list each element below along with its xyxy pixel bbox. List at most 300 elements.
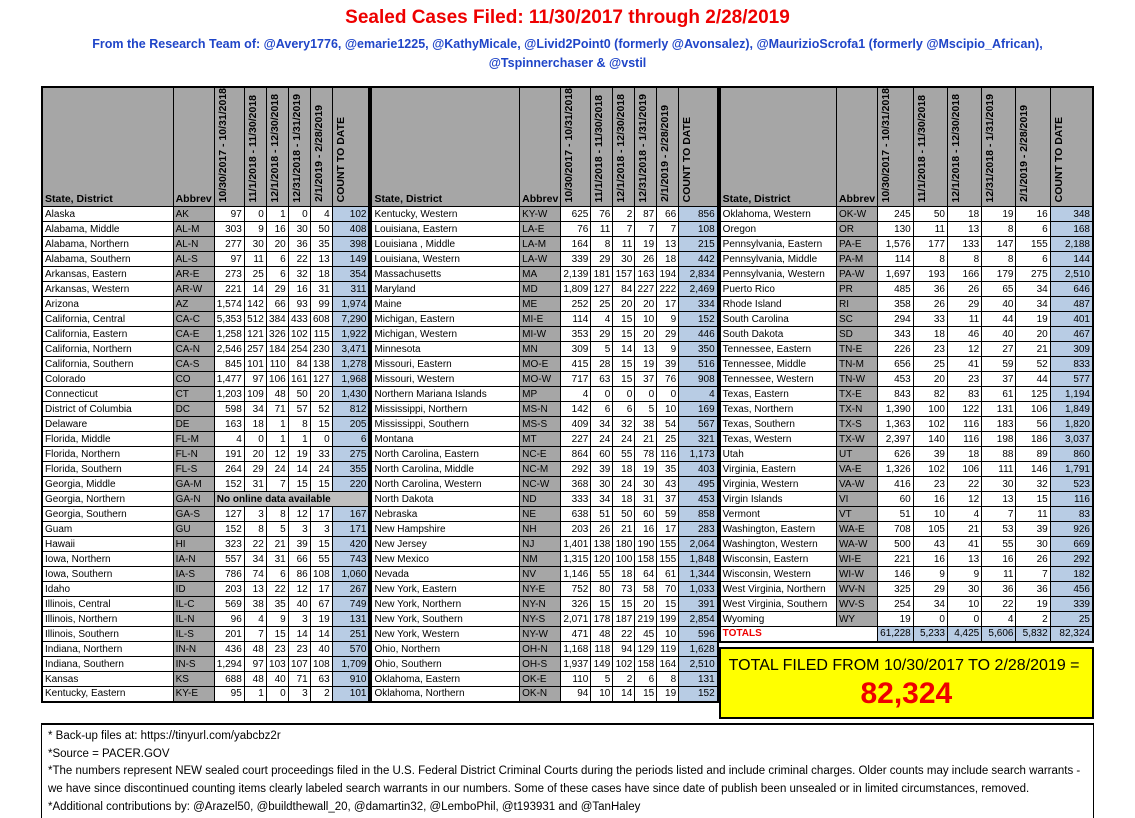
period-count-cell: 8 <box>982 252 1016 267</box>
period-count-cell: 15 <box>310 417 332 432</box>
period-count-cell: 0 <box>657 387 679 402</box>
state-district-cell: California, Central <box>42 312 173 327</box>
period-count-cell: 39 <box>288 537 310 552</box>
period-count-cell: 27 <box>982 342 1016 357</box>
period-count-cell: 116 <box>947 417 981 432</box>
table-row <box>371 267 717 282</box>
period-count-cell: 105 <box>913 522 947 537</box>
abbrev-cell: TN-W <box>836 372 877 387</box>
state-district-cell: Oklahoma, Eastern <box>371 672 519 687</box>
state-district-cell: Alabama, Middle <box>42 222 173 237</box>
period-count-cell: 32 <box>288 267 310 282</box>
period-count-cell: 221 <box>214 282 244 297</box>
count-to-date-cell: 267 <box>332 582 369 597</box>
col-header-period-4 <box>288 87 310 207</box>
period-count-cell: 82 <box>913 387 947 402</box>
period-count-cell: 41 <box>947 357 981 372</box>
table-row <box>720 282 1093 297</box>
period-count-cell: 20 <box>613 297 635 312</box>
abbrev-cell: PA-M <box>836 252 877 267</box>
period-count-cell: 15 <box>613 357 635 372</box>
table-row <box>720 432 1093 447</box>
period-count-cell: 14 <box>288 627 310 642</box>
period-count-cell: 127 <box>591 282 613 297</box>
grand-total-label: TOTAL FILED FROM 10/30/2017 TO 2/28/2019 = <box>728 656 1080 674</box>
period-count-cell: 4 <box>310 207 332 222</box>
period-count-cell: 219 <box>635 612 657 627</box>
period-count-cell: 22 <box>947 477 981 492</box>
header-row <box>720 87 1093 207</box>
period-count-cell: 7 <box>266 477 288 492</box>
period-count-cell: 108 <box>310 657 332 672</box>
state-district-cell: Tennessee, Eastern <box>720 342 837 357</box>
period-count-cell: 45 <box>635 627 657 642</box>
state-district-cell: South Dakota <box>720 327 837 342</box>
table-row <box>371 417 717 432</box>
period-label: 11/1/2018 - 11/30/2018 <box>246 94 259 203</box>
period-count-cell: 18 <box>947 447 981 462</box>
count-to-date-cell: 171 <box>332 522 369 537</box>
abbrev-cell: NY-N <box>520 597 561 612</box>
table-row <box>720 522 1093 537</box>
period-count-cell: 415 <box>561 357 591 372</box>
table-row <box>720 507 1093 522</box>
period-count-cell: 63 <box>310 672 332 687</box>
state-district-cell: Ohio, Northern <box>371 642 519 657</box>
period-count-cell: 138 <box>591 537 613 552</box>
period-count-cell: 264 <box>214 462 244 477</box>
period-count-cell: 191 <box>214 447 244 462</box>
period-count-cell: 94 <box>613 642 635 657</box>
table-row <box>371 567 717 582</box>
period-count-cell: 20 <box>635 297 657 312</box>
period-label: 12/1/2018 - 12/30/2018 <box>615 93 628 203</box>
period-label: 10/30/2017 - 10/31/2018 <box>880 87 893 203</box>
count-to-date-cell: 1,791 <box>1050 462 1093 477</box>
period-count-cell: 93 <box>288 297 310 312</box>
period-count-cell: 14 <box>244 282 266 297</box>
period-count-cell: 14 <box>310 627 332 642</box>
period-count-cell: 1,401 <box>561 537 591 552</box>
period-count-cell: 114 <box>561 312 591 327</box>
table-row <box>42 612 369 627</box>
period-count-cell: 106 <box>1016 402 1050 417</box>
table-row <box>42 357 369 372</box>
abbrev-cell: PA-E <box>836 237 877 252</box>
cases-table-left <box>41 86 370 703</box>
col-header-period-4 <box>635 87 657 207</box>
period-count-cell: 146 <box>1016 462 1050 477</box>
state-district-cell: North Carolina, Eastern <box>371 447 519 462</box>
period-count-cell: 29 <box>657 327 679 342</box>
period-count-cell: 257 <box>244 342 266 357</box>
period-count-cell: 500 <box>878 537 914 552</box>
table-row <box>720 372 1093 387</box>
period-count-cell: 166 <box>947 267 981 282</box>
abbrev-cell: CT <box>173 387 214 402</box>
state-district-cell: California, Southern <box>42 357 173 372</box>
period-count-cell: 13 <box>657 237 679 252</box>
period-count-cell: 21 <box>1016 342 1050 357</box>
period-count-cell: 60 <box>635 507 657 522</box>
cases-table-right <box>719 86 1094 643</box>
period-count-cell: 5 <box>266 522 288 537</box>
period-count-cell: 13 <box>635 342 657 357</box>
table-row <box>371 522 717 537</box>
period-count-cell: 84 <box>613 282 635 297</box>
period-count-cell: 0 <box>613 387 635 402</box>
period-count-cell: 10 <box>635 312 657 327</box>
period-count-cell: 18 <box>613 492 635 507</box>
state-district-cell: Delaware <box>42 417 173 432</box>
period-count-cell: 16 <box>635 522 657 537</box>
abbrev-cell: WY <box>836 612 877 627</box>
table-row <box>720 552 1093 567</box>
table-row <box>371 297 717 312</box>
period-count-cell: 384 <box>266 312 288 327</box>
abbrev-cell: AL-N <box>173 237 214 252</box>
period-count-cell: 187 <box>613 612 635 627</box>
table-row <box>42 447 369 462</box>
period-count-cell: 34 <box>591 492 613 507</box>
subtitle <box>0 35 1135 74</box>
abbrev-cell: NJ <box>520 537 561 552</box>
period-count-cell: 66 <box>266 297 288 312</box>
table-row <box>42 657 369 672</box>
period-count-cell: 1,697 <box>878 267 914 282</box>
totals-row <box>720 627 1093 642</box>
table-row <box>720 237 1093 252</box>
period-count-cell: 30 <box>613 252 635 267</box>
period-count-cell: 0 <box>288 207 310 222</box>
count-to-date-cell: 523 <box>1050 477 1093 492</box>
period-count-cell: 608 <box>310 312 332 327</box>
count-to-date-cell: 101 <box>332 687 369 702</box>
table-row <box>371 207 717 222</box>
abbrev-cell: CA-E <box>173 327 214 342</box>
period-count-cell: 625 <box>561 207 591 222</box>
period-count-cell: 12 <box>288 507 310 522</box>
period-count-cell: 11 <box>613 237 635 252</box>
abbrev-cell: NC-M <box>520 462 561 477</box>
col-header-state-district: State, District <box>371 87 519 207</box>
period-count-cell: 21 <box>635 432 657 447</box>
period-count-cell: 843 <box>878 387 914 402</box>
state-district-cell: California, Northern <box>42 342 173 357</box>
period-count-cell: 44 <box>1016 372 1050 387</box>
period-count-cell: 37 <box>982 372 1016 387</box>
count-to-date-cell: 456 <box>1050 582 1093 597</box>
abbrev-cell: IL-N <box>173 612 214 627</box>
state-district-cell: Mississippi, Northern <box>371 402 519 417</box>
abbrev-cell: UT <box>836 447 877 462</box>
period-count-cell: 23 <box>947 372 981 387</box>
period-count-cell: 358 <box>878 297 914 312</box>
table-row <box>42 687 369 702</box>
table-row <box>42 567 369 582</box>
period-count-cell: 277 <box>214 237 244 252</box>
count-to-date-cell: 182 <box>1050 567 1093 582</box>
state-district-cell: Alabama, Northern <box>42 237 173 252</box>
period-count-cell: 179 <box>982 267 1016 282</box>
period-count-cell: 111 <box>982 462 1016 477</box>
table-row <box>371 222 717 237</box>
period-count-cell: 2,546 <box>214 342 244 357</box>
period-count-cell: 864 <box>561 447 591 462</box>
period-count-cell: 19 <box>657 687 679 702</box>
table-row <box>42 372 369 387</box>
period-count-cell: 368 <box>561 477 591 492</box>
period-count-cell: 16 <box>913 492 947 507</box>
period-count-cell: 23 <box>288 642 310 657</box>
count-to-date-cell: 743 <box>332 552 369 567</box>
period-count-cell: 178 <box>591 612 613 627</box>
period-label: 10/30/2017 - 10/31/2018 <box>563 87 576 203</box>
period-count-cell: 19 <box>310 612 332 627</box>
period-count-cell: 32 <box>613 417 635 432</box>
period-count-cell: 15 <box>310 537 332 552</box>
table-row <box>42 222 369 237</box>
period-count-cell: 149 <box>591 657 613 672</box>
count-to-date-cell: 858 <box>679 507 718 522</box>
period-count-cell: 14 <box>613 687 635 702</box>
state-district-cell: New Jersey <box>371 537 519 552</box>
period-count-cell: 6 <box>266 252 288 267</box>
abbrev-cell: MN <box>520 342 561 357</box>
abbrev-cell: MO-W <box>520 372 561 387</box>
period-count-cell: 65 <box>982 282 1016 297</box>
period-count-cell: 142 <box>244 297 266 312</box>
period-count-cell: 131 <box>982 402 1016 417</box>
period-count-cell: 15 <box>310 477 332 492</box>
table-row <box>371 552 717 567</box>
footnote-source: *Source = PACER.GOV <box>48 747 170 760</box>
table-row <box>42 267 369 282</box>
period-count-cell: 30 <box>591 477 613 492</box>
state-district-cell: New York, Western <box>371 627 519 642</box>
state-district-cell: New York, Southern <box>371 612 519 627</box>
period-count-cell: 8 <box>982 222 1016 237</box>
period-count-cell: 127 <box>310 372 332 387</box>
state-district-cell: Indiana, Southern <box>42 657 173 672</box>
period-count-cell: 61 <box>657 567 679 582</box>
period-count-cell: 130 <box>878 222 914 237</box>
count-to-date-cell: 168 <box>1050 222 1093 237</box>
period-count-cell: 55 <box>613 447 635 462</box>
period-count-cell: 180 <box>613 537 635 552</box>
table-row <box>720 402 1093 417</box>
period-count-cell: 325 <box>878 582 914 597</box>
tables-container <box>41 86 1094 719</box>
period-count-cell: 48 <box>244 672 266 687</box>
count-to-date-cell: 25 <box>1050 612 1093 627</box>
count-to-date-cell: 467 <box>1050 327 1093 342</box>
period-count-cell: 102 <box>913 417 947 432</box>
period-count-cell: 15 <box>635 687 657 702</box>
table-row <box>720 447 1093 462</box>
period-count-cell: 0 <box>635 387 657 402</box>
table-body <box>42 207 369 702</box>
period-count-cell: 43 <box>913 537 947 552</box>
col-header-period-5 <box>1016 87 1050 207</box>
period-count-cell: 48 <box>244 642 266 657</box>
count-to-date-cell: 908 <box>679 372 718 387</box>
period-count-cell: 108 <box>310 567 332 582</box>
table-row <box>371 447 717 462</box>
period-count-cell: 40 <box>982 297 1016 312</box>
period-count-cell: 31 <box>244 477 266 492</box>
period-count-cell: 33 <box>913 312 947 327</box>
period-count-cell: 40 <box>982 327 1016 342</box>
period-count-cell: 152 <box>214 522 244 537</box>
period-count-cell: 29 <box>244 462 266 477</box>
period-count-cell: 203 <box>561 522 591 537</box>
period-count-cell: 21 <box>947 522 981 537</box>
table-row <box>42 537 369 552</box>
no-data-note-cell: No online data available <box>214 492 369 507</box>
period-count-cell: 18 <box>657 252 679 267</box>
state-district-cell: Arizona <box>42 297 173 312</box>
period-count-cell: 15 <box>266 627 288 642</box>
period-count-cell: 94 <box>561 687 591 702</box>
state-district-cell: Michigan, Western <box>371 327 519 342</box>
period-count-cell: 158 <box>635 657 657 672</box>
period-count-cell: 6 <box>613 402 635 417</box>
count-to-date-cell: 1,820 <box>1050 417 1093 432</box>
state-district-cell: Maryland <box>371 282 519 297</box>
period-count-cell: 15 <box>613 597 635 612</box>
period-count-cell: 2,139 <box>561 267 591 282</box>
period-count-cell: 101 <box>244 357 266 372</box>
table-row <box>720 417 1093 432</box>
table-row <box>720 342 1093 357</box>
state-district-cell: Nebraska <box>371 507 519 522</box>
state-district-cell: Georgia, Southern <box>42 507 173 522</box>
count-to-date-cell: 1,628 <box>679 642 718 657</box>
abbrev-cell: IN-N <box>173 642 214 657</box>
state-district-cell: Montana <box>371 432 519 447</box>
period-count-cell: 13 <box>947 222 981 237</box>
period-count-cell: 30 <box>288 222 310 237</box>
period-count-cell: 326 <box>266 327 288 342</box>
state-district-cell: West Virginia, Northern <box>720 582 837 597</box>
count-to-date-cell: 487 <box>1050 297 1093 312</box>
period-count-cell: 15 <box>1016 492 1050 507</box>
period-count-cell: 24 <box>591 432 613 447</box>
table-row <box>42 402 369 417</box>
count-to-date-cell: 149 <box>332 252 369 267</box>
table-row <box>720 267 1093 282</box>
period-count-cell: 6 <box>266 267 288 282</box>
count-to-date-cell: 516 <box>679 357 718 372</box>
period-count-cell: 2 <box>613 672 635 687</box>
period-count-cell: 121 <box>244 327 266 342</box>
count-to-date-cell: 152 <box>679 312 718 327</box>
table-row <box>371 462 717 477</box>
state-district-cell: Virgin Islands <box>720 492 837 507</box>
period-count-cell: 626 <box>878 447 914 462</box>
abbrev-cell: NC-W <box>520 477 561 492</box>
period-count-cell: 22 <box>266 582 288 597</box>
table-row <box>42 522 369 537</box>
period-count-cell: 20 <box>1016 327 1050 342</box>
period-count-cell: 11 <box>982 567 1016 582</box>
abbrev-cell: DE <box>173 417 214 432</box>
period-count-cell: 102 <box>613 657 635 672</box>
count-to-date-cell: 2,188 <box>1050 237 1093 252</box>
table-row <box>371 507 717 522</box>
count-to-date-cell: 116 <box>1050 492 1093 507</box>
period-count-cell: 186 <box>1016 432 1050 447</box>
period-count-cell: 133 <box>947 237 981 252</box>
count-to-date-cell: 152 <box>679 687 718 702</box>
state-district-cell: Pennsylvania, Eastern <box>720 237 837 252</box>
state-district-cell: Tennessee, Middle <box>720 357 837 372</box>
state-district-cell: Ohio, Southern <box>371 657 519 672</box>
period-count-cell: 30 <box>1016 537 1050 552</box>
abbrev-cell: NY-W <box>520 627 561 642</box>
abbrev-cell: MI-W <box>520 327 561 342</box>
count-to-date-cell: 856 <box>679 207 718 222</box>
count-to-date-cell: 495 <box>679 477 718 492</box>
period-count-cell: 16 <box>913 552 947 567</box>
state-district-cell: New York, Eastern <box>371 582 519 597</box>
abbrev-cell: OH-N <box>520 642 561 657</box>
state-district-cell: Puerto Rico <box>720 282 837 297</box>
table-row <box>42 327 369 342</box>
period-count-cell: 19 <box>635 237 657 252</box>
period-count-cell: 184 <box>266 342 288 357</box>
period-count-cell: 10 <box>657 402 679 417</box>
count-to-date-cell: 4 <box>679 387 718 402</box>
col-header-period-1 <box>214 87 244 207</box>
abbrev-cell: GU <box>173 522 214 537</box>
col-header-state-district: State, District <box>42 87 173 207</box>
period-count-cell: 16 <box>288 282 310 297</box>
period-count-cell: 102 <box>288 327 310 342</box>
table-row <box>371 657 717 672</box>
period-count-cell: 19 <box>982 207 1016 222</box>
period-count-cell: 58 <box>635 582 657 597</box>
period-count-cell: 34 <box>1016 282 1050 297</box>
period-count-cell: 18 <box>613 567 635 582</box>
period-count-cell: 16 <box>982 552 1016 567</box>
period-count-cell: 19 <box>635 462 657 477</box>
count-to-date-cell: 398 <box>332 237 369 252</box>
count-to-date-cell: 355 <box>332 462 369 477</box>
period-count-cell: 125 <box>1016 387 1050 402</box>
period-count-cell: 23 <box>913 477 947 492</box>
header-row <box>42 87 369 207</box>
count-to-date-cell: 442 <box>679 252 718 267</box>
period-count-cell: 4 <box>214 432 244 447</box>
abbrev-cell: IN-S <box>173 657 214 672</box>
period-count-cell: 129 <box>635 642 657 657</box>
period-count-cell: 29 <box>266 282 288 297</box>
period-count-cell: 17 <box>310 582 332 597</box>
abbrev-cell: KS <box>173 672 214 687</box>
count-to-date-cell: 1,968 <box>332 372 369 387</box>
period-count-cell: 102 <box>913 462 947 477</box>
state-district-cell: South Carolina <box>720 312 837 327</box>
count-to-date-cell: 283 <box>679 522 718 537</box>
col-header-abbrev: Abbrev <box>520 87 561 207</box>
period-count-cell: 86 <box>288 567 310 582</box>
period-count-cell: 11 <box>913 222 947 237</box>
period-count-cell: 190 <box>635 537 657 552</box>
state-district-cell: Oregon <box>720 222 837 237</box>
period-count-cell: 100 <box>913 402 947 417</box>
